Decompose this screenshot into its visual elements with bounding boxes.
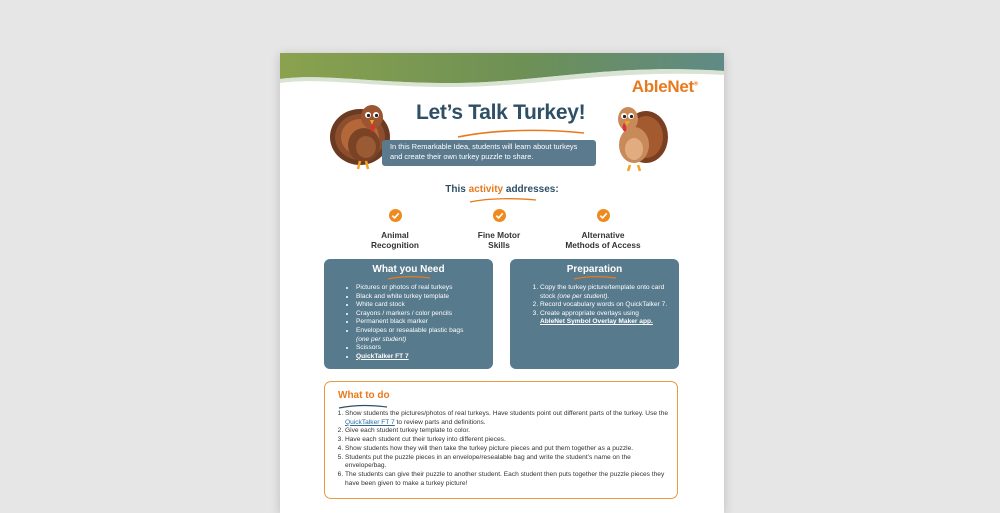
list-item: 5. Students put the puzzle pieces in an envelope/resealable bag and write the student’s name on the envelope/bag. <box>345 454 669 471</box>
list-item: • Envelopes or resealable plastic bags (one per student) <box>356 327 493 344</box>
activity-sheet <box>280 53 724 513</box>
list-item: 3. Have each student cut their turkey into different pieces. <box>345 436 669 445</box>
preparation-steps <box>510 284 679 327</box>
list-item: 1. Show students the pictures/photos of real turkeys. Have students point out different parts of the turkey. Use the QuickTalker FT 7 to review parts and definitions. <box>345 410 669 427</box>
quicktalker-link[interactable]: • QuickTalker FT 7 <box>356 353 493 362</box>
list-item: 1. Copy the turkey picture/template onto card stock (one per student). <box>540 284 679 301</box>
feature-animal-recognition <box>340 209 450 250</box>
check-icon <box>597 209 610 222</box>
list-item: • Crayons / markers / color pencils <box>356 310 493 319</box>
what-you-need-title: What you Need <box>372 264 445 275</box>
what-to-do-steps <box>325 410 677 488</box>
ablenet-logo: AbleNet® <box>631 77 698 96</box>
list-item: • Pictures or photos of real turkeys <box>356 284 493 293</box>
intro-text: In this Remarkable Idea, students will learn about turkeys and create their own turkey puzzle to share. <box>382 140 596 166</box>
what-to-do-box <box>324 381 678 499</box>
list-item: 4. Show students how they will then take the turkey picture pieces and put them together as a puzzle. <box>345 445 669 454</box>
list-item: 6. The students can give their puzzle to another student. Each student then puts together the puzzle pieces they have been given to make a turkey picture! <box>345 471 669 488</box>
preparation-title: Preparation <box>566 264 623 275</box>
needs-list <box>324 284 493 361</box>
check-icon <box>389 209 402 222</box>
addresses-underline <box>468 196 538 204</box>
list-item: 2. Record vocabulary words on QuickTalker 7. <box>540 301 679 310</box>
card-underline <box>573 275 617 281</box>
overlay-maker-link[interactable]: AbleNet Symbol Overlay Maker app. <box>540 318 653 326</box>
feature-fine-motor-skills <box>444 209 554 250</box>
list-item: • Permanent black marker <box>356 318 493 327</box>
list-item: 3. Create appropriate overlays using AbleNet Symbol Overlay Maker app. <box>540 310 679 327</box>
feature-label: Alternative Methods of Access <box>565 230 641 250</box>
feature-alternative-access <box>548 209 658 250</box>
list-item: • Scissors <box>356 344 493 353</box>
feature-label: Animal Recognition <box>371 230 419 250</box>
turkey-illustration-right <box>610 97 668 173</box>
list-item: • White card stock <box>356 301 493 310</box>
page-title: Let’s Talk Turkey! <box>416 101 586 124</box>
quicktalker-link[interactable]: QuickTalker FT 7 <box>345 418 395 426</box>
title-underline <box>456 127 586 139</box>
list-item: 2. Give each student turkey template to color. <box>345 427 669 436</box>
card-underline <box>387 275 431 281</box>
feature-label: Fine Motor Skills <box>477 230 521 250</box>
check-icon <box>493 209 506 222</box>
what-to-do-title: What to do <box>338 390 390 401</box>
addresses-heading: This activity addresses: <box>445 184 559 195</box>
preparation-card <box>510 259 679 369</box>
list-item: • Black and white turkey template <box>356 293 493 302</box>
what-you-need-card <box>324 259 493 369</box>
